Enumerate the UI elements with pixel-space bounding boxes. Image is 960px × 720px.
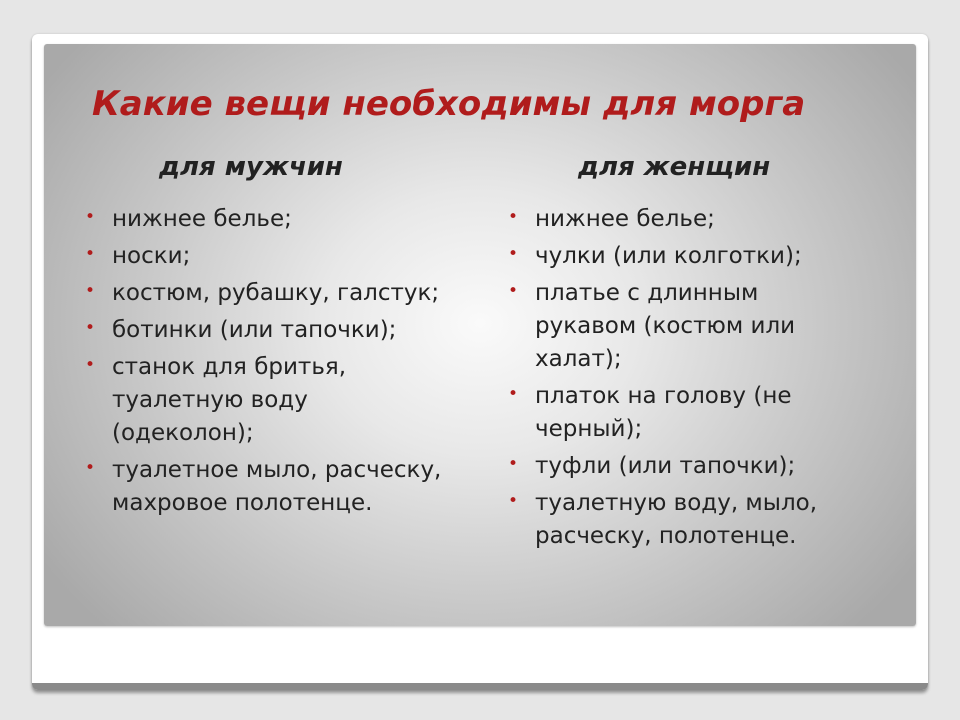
list-item xyxy=(82,454,442,520)
men-column-heading: для мужчин xyxy=(159,152,343,182)
list-item xyxy=(505,450,865,483)
bullet-icon: • xyxy=(85,355,96,375)
bullet-icon: • xyxy=(508,244,519,264)
list-item xyxy=(505,380,865,446)
bullet-icon: • xyxy=(508,384,519,404)
list-item xyxy=(82,277,442,310)
list-item xyxy=(505,487,865,553)
bullet-icon: • xyxy=(85,458,96,478)
list-item-text: чулки (или колготки); xyxy=(535,243,802,269)
list-item-text: ботинки (или тапочки); xyxy=(112,317,397,343)
women-column-heading: для женщин xyxy=(578,152,771,182)
list-item-text: костюм, рубашку, галстук; xyxy=(112,280,440,306)
slide-bottom-bar xyxy=(32,683,928,690)
bullet-icon: • xyxy=(85,207,96,227)
list-item xyxy=(82,203,442,236)
list-item-text: станок для бритья, туалетную воду (одеколон); xyxy=(112,354,347,446)
bullet-icon: • xyxy=(85,244,96,264)
list-item-text: платье с длинным рукавом (костюм или халат); xyxy=(535,280,796,372)
men-items-list xyxy=(82,203,442,524)
bullet-icon: • xyxy=(508,207,519,227)
bullet-icon: • xyxy=(508,454,519,474)
list-item-text: туалетное мыло, расческу, махровое полотенце. xyxy=(112,457,442,516)
slide-title: Какие вещи необходимы для морга xyxy=(92,84,806,124)
list-item xyxy=(505,277,865,376)
list-item-text: нижнее белье; xyxy=(535,206,715,232)
list-item-text: туфли (или тапочки); xyxy=(535,453,796,479)
list-item-text: платок на голову (не черный); xyxy=(535,383,792,442)
list-item-text: носки; xyxy=(112,243,191,269)
women-items-list xyxy=(505,203,865,557)
list-item xyxy=(82,240,442,273)
bullet-icon: • xyxy=(85,281,96,301)
bullet-icon: • xyxy=(508,281,519,301)
bullet-icon: • xyxy=(85,318,96,338)
list-item-text: туалетную воду, мыло, расческу, полотенце. xyxy=(535,490,818,549)
list-item xyxy=(82,314,442,347)
list-item xyxy=(505,240,865,273)
bullet-icon: • xyxy=(508,491,519,511)
list-item-text: нижнее белье; xyxy=(112,206,292,232)
list-item xyxy=(82,351,442,450)
list-item xyxy=(505,203,865,236)
